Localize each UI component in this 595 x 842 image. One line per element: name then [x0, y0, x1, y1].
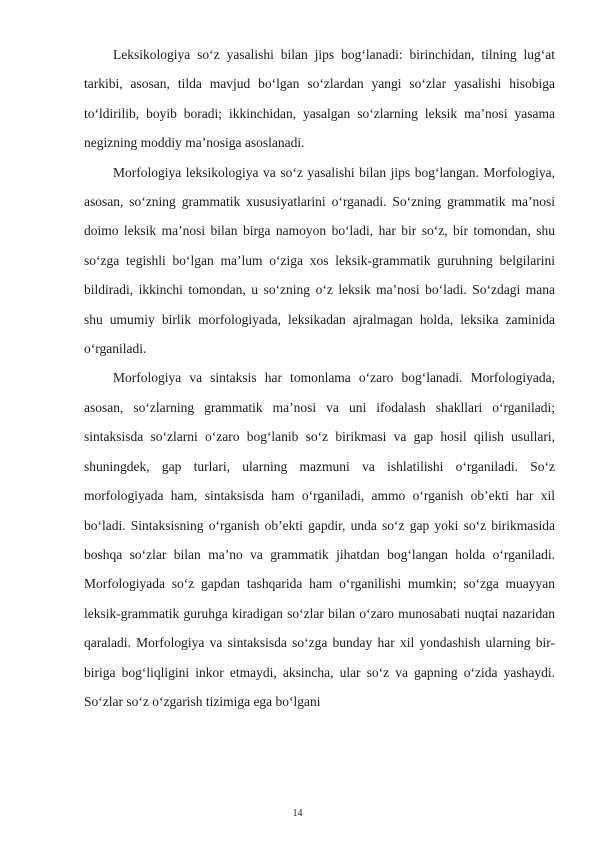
document-body: [84, 40, 555, 716]
page-number: 14: [292, 808, 303, 819]
paragraph: Morfologiya leksikologiya va so‘z yasalishi bilan jips bog‘langan. Morfologiya, asosan, so‘zning grammatik xususiyatlarini o‘rganadi. So‘zning grammatik ma’nosi doimo leksik ma’nosi bilan birga namoyon bo‘ladi, har bir so‘z, bir tomondan, shu so‘zga tegishli bo‘lgan ma’lum o‘ziga xos leksik-grammatik guruhning belgilarini bildiradi, ikkinchi tomondan, u so‘zning o‘z leksik ma’nosi bo‘ladi. So‘zdagi mana shu umumiy birlik morfologiyada, leksikadan ajralmagan holda, leksika zaminida o‘rganiladi.: [84, 164, 555, 357]
paragraph: Leksikologiya so‘z yasalishi bilan jips bog‘lanadi: birinchidan, tilning lug‘at tarkibi, asosan, tilda mavjud bo‘lgan so‘zlardan yangi so‘zlar yasalishi hisobiga to‘ldirilib, boyib boradi; ikkinchidan, yasalgan so‘zlarning leksik ma’nosi yasama negizning moddiy ma’nosiga asoslanadi.: [84, 47, 555, 151]
paragraph: Morfologiya va sintaksis har tomonlama o‘zaro bog‘lanadi. Morfologiyada, asosan, so‘zlarning grammatik ma’nosi va uni ifodalash shakllari o‘rganiladi; sintaksisda so‘zlarni o‘zaro bog‘lanib so‘z birikmasi va gap hosil qilish usullari, shuningdek, gap turlari, ularning mazmuni va ishlatilishi o‘rganiladi. So‘z morfologiyada ham, sintaksisda ham o‘rganiladi, ammo o‘rganish ob’ekti har xil bo‘ladi. Sintaksisning o‘rganish ob’ekti gapdir, unda so‘z gap yoki so‘z birikmasida boshqa so‘zlar bilan ma’no va grammatik jihatdan bog‘langan holda o‘rganiladi. Morfologiyada so‘z gapdan tashqarida ham o‘rganilishi mumkin; so‘zga muayyan leksik-grammatik guruhga kiradigan so‘zlar bilan o‘zaro munosabati nuqtai nazaridan qaraladi. Morfologiya va sintaksisda so‘zga bunday har xil yondashish ularning bir-biriga bog‘liqligini inkor etmaydi, aksincha, ular so‘z va gapning o‘zida yashaydi. So‘zlar so‘z o‘zgarish tizimiga ega bo‘lgani: [84, 370, 555, 709]
